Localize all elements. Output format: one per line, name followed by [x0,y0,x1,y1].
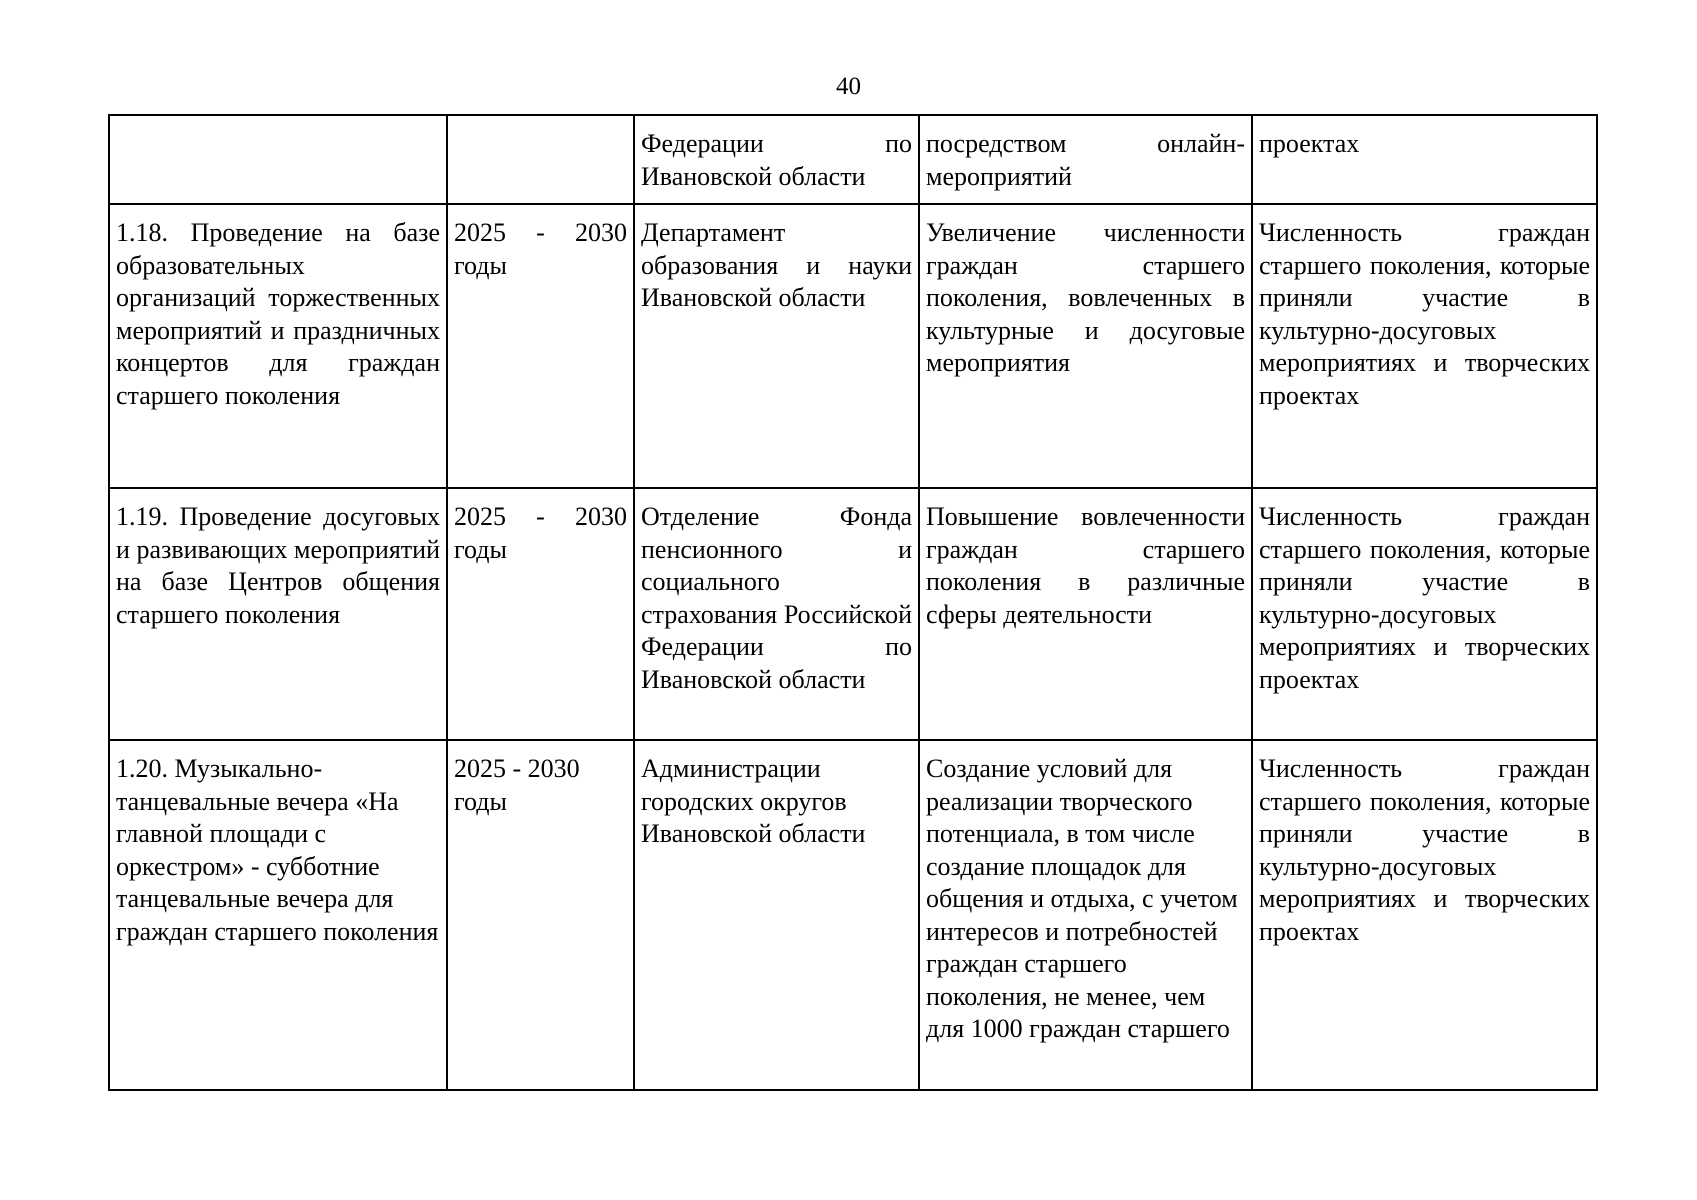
result-cell: Увеличение численности граждан старшего поколения, вовлеченных в культурные и досуговые мероприятия [919,204,1252,488]
measures-table [108,114,1598,1091]
event-cell: 1.18. Проведение на базе образовательных организаций торжественных мероприятий и праздничных концертов для граждан старшего поколения [109,204,447,488]
result-cell: Повышение вовлеченности граждан старшего поколения в различные сферы деятельности [919,488,1252,740]
result-cell: посредством онлайн-мероприятий [919,115,1252,204]
event-cell: 1.19. Проведение досуговых и развивающих мероприятий на базе Центров общения старшего поколения [109,488,447,740]
indicator-cell: проектах [1252,115,1597,204]
executor-cell: Администрации городских округов Ивановской области [634,740,919,1090]
table-row [109,115,1597,204]
executor-cell: Федерации по Ивановской области [634,115,919,204]
period-cell: 2025 - 2030 годы [447,488,634,740]
indicator-cell: Численность граждан старшего поколения, которые приняли участие в культурно-досуговых мероприятиях и творческих проектах [1252,488,1597,740]
period-cell: 2025 - 2030 годы [447,204,634,488]
page-number: 40 [836,73,861,100]
indicator-cell: Численность граждан старшего поколения, которые приняли участие в культурно-досуговых мероприятиях и творческих проектах [1252,204,1597,488]
result-cell: Создание условий для реализации творческого потенциала, в том числе создание площадок для общения и отдыха, с учетом интересов и потребностей граждан старшего поколения, не менее, чем для 1000 граждан старшего [919,740,1252,1090]
indicator-cell: Численность граждан старшего поколения, которые приняли участие в культурно-досуговых мероприятиях и творческих проектах [1252,740,1597,1090]
table-row [109,740,1597,1090]
event-cell [109,115,447,204]
period-cell [447,115,634,204]
event-cell: 1.20. Музыкально-танцевальные вечера «На главной площади с оркестром» - субботние танцевальные вечера для граждан старшего поколения [109,740,447,1090]
executor-cell: Департамент образования и науки Ивановской области [634,204,919,488]
executor-cell: Отделение Фонда пенсионного и социального страхования Российской Федерации по Ивановской области [634,488,919,740]
table-row [109,488,1597,740]
table-row [109,204,1597,488]
period-cell: 2025 - 2030 годы [447,740,634,1090]
